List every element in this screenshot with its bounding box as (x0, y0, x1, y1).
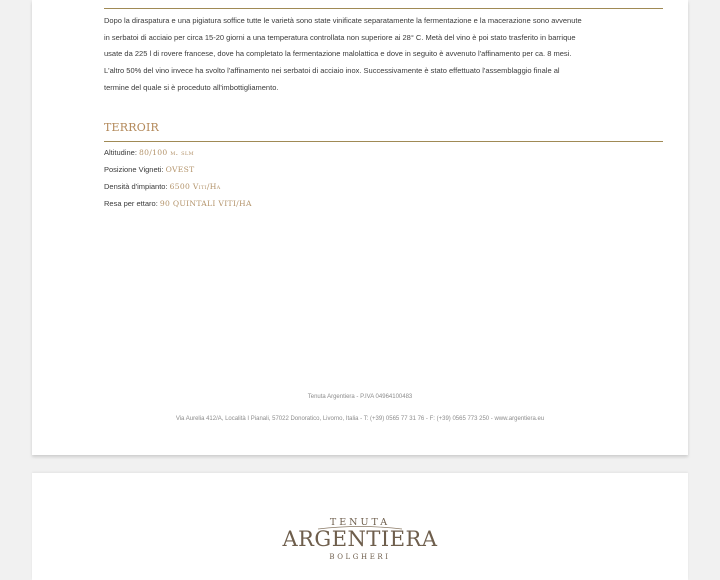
spec-label: Posizione Vigneti: (104, 165, 164, 174)
spec-value: 80/100 m. slm (139, 148, 194, 157)
paragraph-line: Dopo la diraspatura e una pigiatura soffice tutte le varietà sono state vinificate separatamente la fermentazione e la macerazione sono avvenute (104, 16, 582, 25)
document-page-2 (32, 473, 688, 580)
paragraph-line: usate da 225 l di rovere francese, dove ha completato la fermentazione malolattica e dove in seguito è avvenuto l'affinamento per ca. 8 mesi. (104, 49, 572, 59)
spec-yield-per-hectare (104, 199, 252, 208)
spec-label: Resa per ettaro: (104, 199, 158, 208)
section-divider-top (104, 8, 663, 9)
spec-label: Altitudine: (104, 148, 137, 157)
spec-altitude (104, 148, 194, 157)
paragraph-line: in serbatoi di acciaio per circa 15-20 giorni a una temperatura controllata non superiore ai 28° C. Metà del vino è poi stato trasferito in barrique (104, 32, 576, 42)
logo-top-text: TENUTA (329, 517, 391, 528)
logo-bottom-text: BOLGHERI (329, 553, 391, 561)
paragraph-line: L'altro 50% del vino invece ha svolto l'affinamento nei serbatoi di acciaio inox. Successivamente è stato effettuato l'assemblaggio finale al (104, 66, 560, 76)
vinification-paragraph (104, 13, 664, 97)
spec-value: OVEST (165, 165, 195, 174)
footer-company: Tenuta Argentiera - P.IVA 04964100483 (307, 394, 413, 400)
logo-main-text: ARGENTIERA (282, 527, 438, 551)
spec-value: 90 QUINTALI VITI/HA (159, 199, 252, 208)
spec-vineyard-position (104, 165, 194, 174)
spec-planting-density (104, 182, 221, 191)
terroir-divider (104, 141, 663, 142)
spec-label: Densità d'impianto: (104, 182, 168, 191)
terroir-heading: TERROIR (104, 121, 159, 134)
spec-value: 6500 Viti/Ha (169, 182, 221, 191)
paragraph-line: termine del quale si è proceduto all'imbottigliamento. (104, 82, 279, 92)
document-page-1 (32, 0, 688, 455)
footer-address: Via Aurelia 412/A, Località I Pianali, 57022 Donoratico, Livorno, Italia - T: (+39) 0565 77 31 76 - F: (+39) 0565 773 250 - www.argentiera.eu (175, 416, 545, 422)
